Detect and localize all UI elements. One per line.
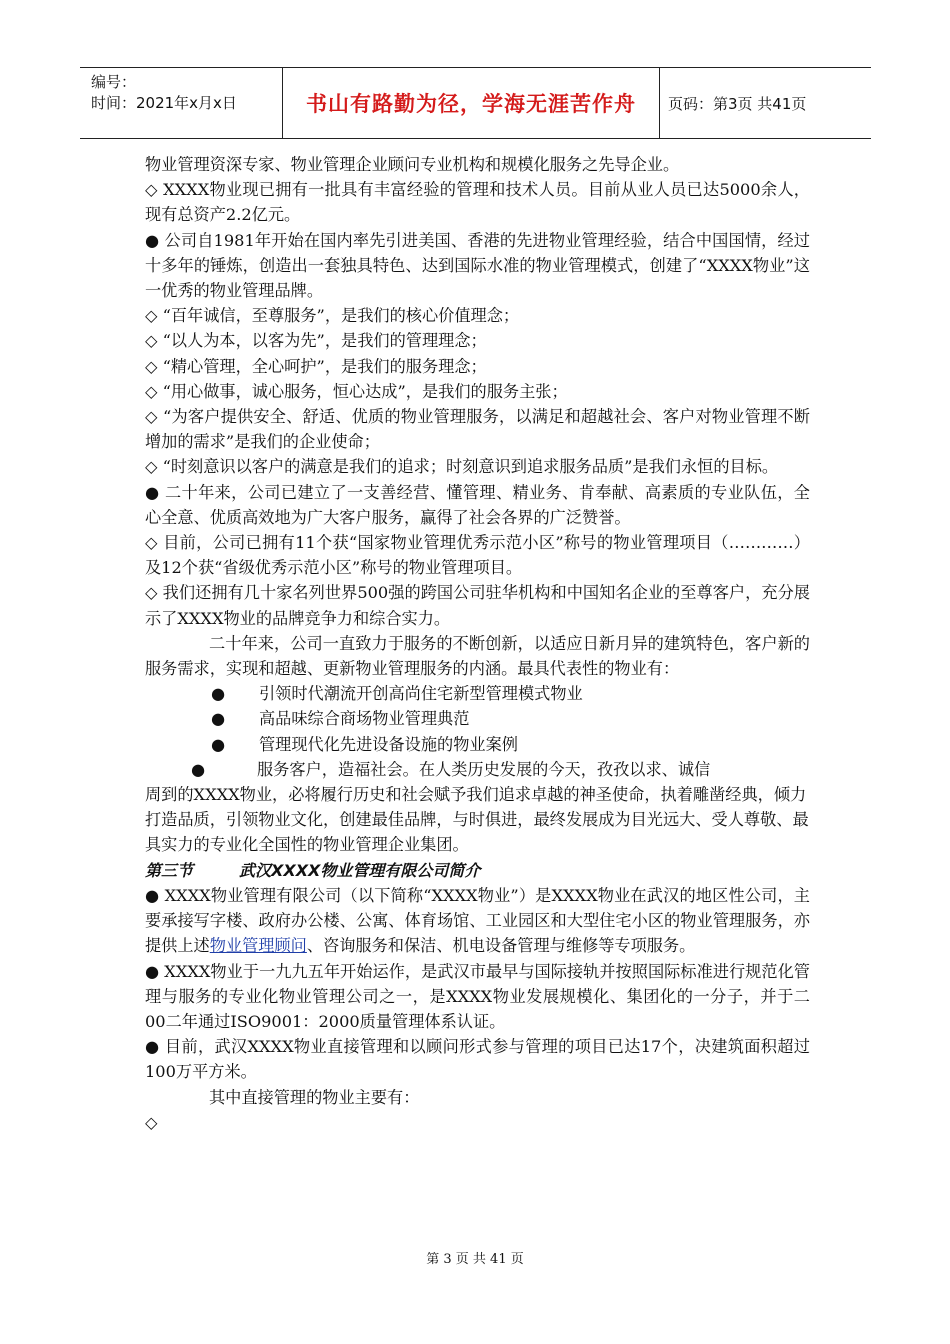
paragraph: ◇ “以人为本，以客为先”，是我们的管理理念； <box>145 331 487 351</box>
header-info-cell <box>80 68 283 138</box>
bullet-icon: ● <box>211 734 226 754</box>
bullet-icon: ● <box>211 684 226 704</box>
document-body <box>145 152 810 1135</box>
list-item <box>145 757 810 858</box>
list-item <box>145 732 810 757</box>
paragraph: ◇ “精心管理，全心呵护”，是我们的服务理念； <box>145 356 487 376</box>
list-item-text: 管理现代化先进设备设施的物业案例 <box>259 734 518 754</box>
paragraph: ◇ “为客户提供安全、舒适、优质的物业管理服务，以满足和超越社会、客户对物业管理不断增加的需求”是我们的企业使命； <box>145 407 810 452</box>
paragraph: ◇ “百年诚信，至尊服务”，是我们的核心价值理念； <box>145 306 520 326</box>
paragraph: ● XXXX物业于一九九五年开始运作，是武汉市最早与国际接轨并按照国际标准进行规范化管理与服务的专业化物业管理公司之一，是XXXX物业发展规模化、集团化的一分子，并于二00二年通过ISO9001：2000质量管理体系认证。 <box>145 961 810 1031</box>
paragraph: ● 二十年来，公司已建立了一支善经营、懂管理、精业务、肯奉献、高素质的专业队伍，全心全意、优质高效地为广大客户服务，赢得了社会各界的广泛赞誉。 <box>145 482 810 527</box>
paragraph: ◇ “用心做事，诚心服务，恒心达成”，是我们的服务主张； <box>145 381 568 401</box>
list-item <box>145 706 810 731</box>
paragraph: ● 目前，武汉XXXX物业直接管理和以顾问形式参与管理的项目已达17个，决建筑面积超过100万平方米。 <box>145 1037 810 1082</box>
paragraph: 物业管理资深专家、物业管理企业顾问专业机构和规模化服务之先导企业。 <box>145 155 680 174</box>
page-footer: 第 3 页 共 41 页 <box>426 1252 524 1267</box>
paragraph <box>145 883 810 959</box>
header-motto-cell <box>283 68 660 138</box>
document-time-label: 时间：2021年x月x日 <box>91 94 237 112</box>
paragraph: ◇ 目前，公司已拥有11个获“国家物业管理优秀示范小区”称号的物业管理项目（…………）及12个获“省级优秀示范小区”称号的物业管理项目。 <box>145 533 810 578</box>
paragraph: 其中直接管理的物业主要有： <box>209 1087 420 1107</box>
paragraph: ◇ 我们还拥有几十家名列世界500强的跨国公司驻华机构和中国知名企业的至尊客户，充分展示了XXXX物业的品牌竞争力和综合实力。 <box>145 583 810 628</box>
paragraph-text: 、咨询服务和保洁、机电设备管理与维修等专项服务。 <box>306 936 696 956</box>
paragraph: ◇ “时刻意识以客户的满意是我们的追求；时刻意识到追求服务品质”是我们永恒的目标。 <box>145 457 779 477</box>
list-item-text: 服务客户，造福社会。在人类历史发展的今天，孜孜以求、诚信 <box>257 759 711 779</box>
list-item <box>145 681 810 706</box>
list-item-text: 高品味综合商场物业管理典范 <box>259 709 470 729</box>
paragraph: ◇ <box>145 1112 158 1132</box>
header-motto: 书山有路勤为径，学海无涯苦作舟 <box>306 92 636 116</box>
paragraph: ◇ XXXX物业现已拥有一批具有丰富经验的管理和技术人员。目前从业人员已达5000余人，现有总资产2.2亿元。 <box>145 180 810 225</box>
paragraph: ● 公司自1981年开始在国内率先引进美国、香港的先进物业管理经验，结合中国国情，经过十多年的锤炼，创造出一套独具特色、达到国际水准的物业管理模式，创建了“XXXX物业”这一优秀的物业管理品牌。 <box>145 230 810 301</box>
document-number-label: 编号： <box>91 73 137 91</box>
list-item-text: 引领时代潮流开创高尚住宅新型管理模式物业 <box>259 684 583 704</box>
bullet-icon: ● <box>191 759 206 779</box>
paragraph: 二十年来，公司一直致力于服务的不断创新，以适应日新月异的建筑特色，客户新的服务需求，实现和超越、更新物业管理服务的内涵。最具代表性的物业有： <box>145 633 810 679</box>
paragraph-text: ● XXXX物业管理有限公司（以下简称“XXXX物业”）是XXXX物业在武汉的地区性公司，主要承接写字楼、政府办公楼、公寓、体育场馆、工业园区和大型住宅小区的物业管理服务，亦提供上述 <box>145 885 810 956</box>
header-table <box>80 67 871 139</box>
section-number: 第三节 <box>145 860 194 880</box>
list-item-continuation: 周到的XXXX物业，必将履行历史和社会赋予我们追求卓越的神圣使命，执着雕凿经典，倾力打造品质，引领物业文化，创建最佳品牌，与时俱进，最终发展成为目光远大、受人尊敬、最具实力的专业化全国性的物业管理企业集团。 <box>145 785 809 855</box>
property-consulting-link[interactable]: 物业管理顾问 <box>209 936 307 956</box>
header-page-info: 页码：第3页 共41页 <box>668 94 807 113</box>
bullet-icon: ● <box>211 709 226 729</box>
section-heading <box>145 858 810 883</box>
section-title: 武汉XXXX物业管理有限公司简介 <box>239 860 481 880</box>
